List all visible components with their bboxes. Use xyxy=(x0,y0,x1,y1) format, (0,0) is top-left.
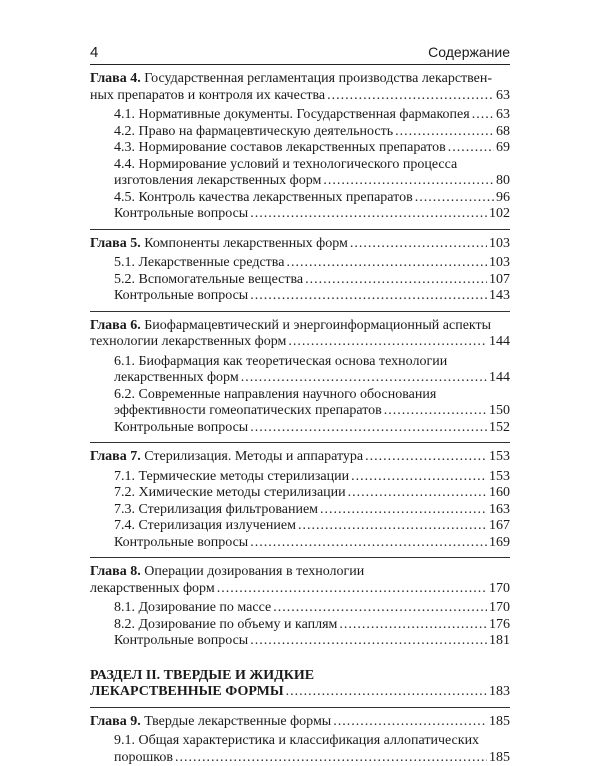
toc-item: 7.4. Стерилизация излучением ..... 167 xyxy=(90,518,510,535)
toc-item: 7.1. Термические методы стерилизации ..... 153 xyxy=(90,469,510,486)
toc-item: 8.2. Дозирование по объему и каплям ..... 176 xyxy=(90,617,510,634)
toc-item: 8.1. Дозирование по массе ..... 170 xyxy=(90,600,510,617)
chapter-label: Глава 8. xyxy=(90,564,141,579)
toc-questions: Контрольные вопросы ..... 102 xyxy=(90,206,510,223)
toc-item-cont: изготовления лекарственных форм ..... 80 xyxy=(90,173,510,190)
toc-item: 4.4. Нормирование условий и технологического процесса xyxy=(90,157,510,174)
chapter-heading: Глава 8. Операции дозирования в технологии xyxy=(90,564,510,581)
chapter-6 xyxy=(90,318,510,437)
chapter-7 xyxy=(90,449,510,551)
chapter-label: Глава 7. xyxy=(90,449,141,464)
chapter-8 xyxy=(90,564,510,650)
toc-questions: Контрольные вопросы ..... 181 xyxy=(90,633,510,650)
toc-item: 4.2. Право на фармацевтическую деятельность ..... 68 xyxy=(90,124,510,141)
toc-item: 9.1. Общая характеристика и классификация аллопатических xyxy=(90,733,510,750)
running-title: Содержание xyxy=(428,44,510,60)
section-divider xyxy=(90,311,510,312)
toc-item: 4.5. Контроль качества лекарственных препаратов ..... 96 xyxy=(90,190,510,207)
chapter-title-cont: ных препаратов и контроля их качества xyxy=(90,88,325,105)
chapter-heading-line: лекарственных форм ..... 170 xyxy=(90,581,510,598)
chapter-heading: Глава 6. Биофармацевтический и энергоинформационный аспекты xyxy=(90,318,510,335)
chapter-heading-line: Глава 9. Твердые лекарственные формы ..... 185 xyxy=(90,714,510,731)
section-divider xyxy=(90,707,510,708)
toc-item: 5.2. Вспомогательные вещества ..... 107 xyxy=(90,272,510,289)
chapter-title: Государственная регламентация производства лекарствен- xyxy=(144,71,492,86)
toc-item: 7.2. Химические методы стерилизации ..... 160 xyxy=(90,485,510,502)
chapter-label: Глава 6. xyxy=(90,318,141,333)
chapter-heading-line: Глава 7. Стерилизация. Методы и аппаратура ..... 153 xyxy=(90,449,510,466)
toc-questions: Контрольные вопросы ..... 169 xyxy=(90,535,510,552)
chapter-label: Глава 5. xyxy=(90,236,141,251)
chapter-heading-line xyxy=(90,88,510,105)
toc-item: 6.2. Современные направления научного обоснования xyxy=(90,387,510,404)
page-header xyxy=(90,44,510,64)
page-number: 4 xyxy=(90,44,98,61)
part-heading: РАЗДЕЛ II. ТВЕРДЫЕ И ЖИДКИЕ xyxy=(90,668,510,685)
table-of-contents xyxy=(90,71,510,766)
toc-item: 6.1. Биофармация как теоретическая основа технологии xyxy=(90,354,510,371)
leader-dots xyxy=(327,88,494,105)
chapter-4 xyxy=(90,71,510,223)
chapter-label: Глава 9. xyxy=(90,714,141,729)
toc-item: 7.3. Стерилизация фильтрованием ..... 163 xyxy=(90,502,510,519)
toc-questions: Контрольные вопросы ..... 143 xyxy=(90,288,510,305)
toc-item: 4.1. Нормативные документы. Государственная фармакопея ..... 63 xyxy=(90,107,510,124)
chapter-heading-line: технологии лекарственных форм ..... 144 xyxy=(90,334,510,351)
section-divider xyxy=(90,557,510,558)
toc-item-cont: лекарственных форм ..... 144 xyxy=(90,370,510,387)
part-heading-line: ЛЕКАРСТВЕННЫЕ ФОРМЫ ..... 183 xyxy=(90,684,510,701)
page-ref: 63 xyxy=(496,88,510,105)
toc-questions: Контрольные вопросы ..... 152 xyxy=(90,420,510,437)
toc-item: 5.1. Лекарственные средства ..... 103 xyxy=(90,255,510,272)
toc-item-cont: эффективности гомеопатических препаратов ..... 150 xyxy=(90,403,510,420)
chapter-9 xyxy=(90,714,510,766)
section-divider xyxy=(90,229,510,230)
header-rule xyxy=(90,64,510,65)
chapter-heading xyxy=(90,71,510,88)
chapter-5 xyxy=(90,236,510,305)
section-divider xyxy=(90,442,510,443)
part-2 xyxy=(90,668,510,701)
chapter-heading-line: Глава 5. Компоненты лекарственных форм ..... 103 xyxy=(90,236,510,253)
toc-item-cont: порошков ..... 185 xyxy=(90,750,510,766)
chapter-label: Глава 4. xyxy=(90,71,141,86)
toc-item: 4.3. Нормирование составов лекарственных препаратов ..... 69 xyxy=(90,140,510,157)
